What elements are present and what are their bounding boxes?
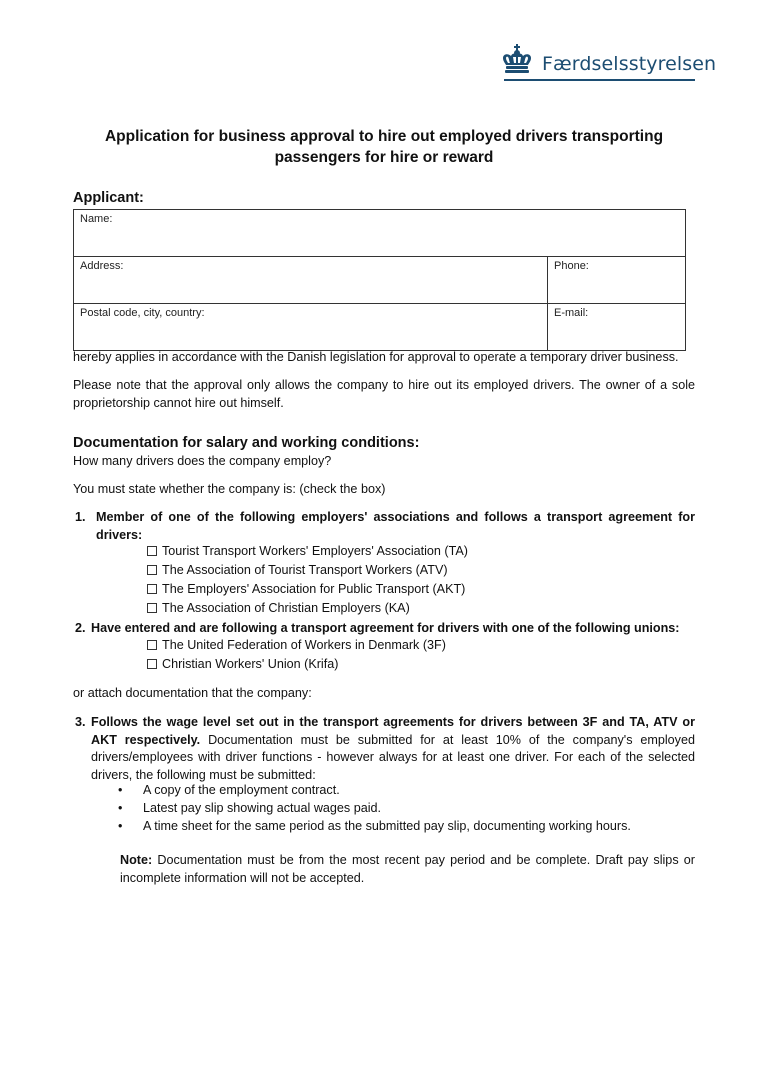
applicant-heading: Applicant: — [73, 190, 144, 206]
checkbox-krifa[interactable] — [147, 656, 338, 674]
approval-note: Please note that the approval only allows the company to hire out its employed drivers. The owner of a sole proprietorship cannot hire out himself. — [73, 378, 695, 410]
bullet-icon: • — [118, 801, 123, 815]
logo-underline — [504, 79, 695, 81]
checkbox-atv[interactable] — [147, 562, 448, 580]
checkbox-icon[interactable] — [147, 546, 157, 556]
checkbox-ka[interactable] — [147, 600, 410, 618]
postal-field[interactable] — [74, 304, 548, 351]
brand-name: Færdselsstyrelsen — [542, 53, 717, 75]
email-field[interactable] — [548, 304, 686, 351]
address-field[interactable] — [74, 257, 548, 304]
documentation-note — [120, 852, 695, 887]
agency-logo — [500, 44, 717, 84]
item-number: 2. — [75, 621, 86, 635]
document-page: Færdselsstyrelsen Application for business approval to hire out employed drivers transporting passengers for hire or reward Applicant: Name: Address: Phone: Postal code, city, country: E-mail: hereby applies in accordance with the Danish legislation for approval to operate a temporary driver business. Please note that the approval only allows the company to hire out its employed drivers. The owner of a sole proprietorship cannot hire out himself. Documentation for salary and working conditions: How many drivers does the company employ? You must state whether the company is: (check the box) 1. Member of one of the following employers' associations and follows a transport agreement for drivers: Tourist Transport Workers' Employers' Association (TA) The Association of Tourist Transport Workers (ATV) The Employers' Association for Public Transport (AKT) The Association of Christian Employers (KA) 2. Have entered and are following a transport agreement for drivers with one of the following unions: The United Federation of Workers in Denmark (3F) Christian Workers' Union (Krifa) or attach documentation that the company: 3. Follows the wage level set out in the transport agreements for drivers between 3F and TA, ATV or AKT respectively. Documentation must be submitted for at least 10% of the company's employed drivers/employees with driver functions - however always for at least one driver. For each of the selected drivers, the following must be submitted: • A copy of the employment contract. • Latest pay slip showing actual wages paid. • A time sheet for the same period as the submitted pay slip, documenting working hours. Note: Documentation must be from the most recent pay period and be complete. Draft pay slips or incomplete information will not be accepted. — [0, 0, 768, 1090]
phone-field[interactable] — [548, 257, 686, 304]
checkbox-label: Christian Workers' Union (Krifa) — [162, 657, 339, 671]
phone-label: Phone: — [554, 260, 589, 272]
checkbox-label: The United Federation of Workers in Denmark (3F) — [162, 638, 446, 652]
numbered-item-1 — [75, 509, 695, 544]
name-field[interactable] — [74, 210, 686, 257]
note-label: Note: — [120, 853, 153, 867]
state-instruction: You must state whether the company is: (check the box) — [73, 482, 386, 496]
item-text: Documentation must be submitted for at least 10% of the company's employed drivers/employees with driver functions - however always for at least one driver. For each of the selected drivers, the following must be submitted: — [91, 732, 695, 782]
note-text: Documentation must be from the most recent pay period and be complete. Draft pay slips or incomplete information will not be accepted. — [120, 853, 695, 885]
numbered-item-3 — [75, 714, 695, 784]
checkbox-label: The Association of Christian Employers (KA) — [162, 601, 410, 615]
hereby-statement: hereby applies in accordance with the Danish legislation for approval to operate a temporary driver business. — [73, 350, 679, 364]
item-text: Have entered and are following a transport agreement for drivers with one of the following unions: — [91, 621, 680, 635]
checkbox-icon[interactable] — [147, 659, 157, 669]
name-label: Name: — [80, 213, 113, 225]
checkbox-icon[interactable] — [147, 640, 157, 650]
document-title: Application for business approval to hire out employed drivers transporting passengers for hire or reward — [104, 128, 664, 166]
bullet-icon: • — [118, 819, 123, 833]
checkbox-label: Tourist Transport Workers' Employers' Association (TA) — [162, 544, 468, 558]
numbered-item-2 — [75, 620, 695, 638]
applicant-table — [73, 209, 686, 351]
checkbox-label: The Association of Tourist Transport Workers (ATV) — [162, 563, 448, 577]
checkbox-label: The Employers' Association for Public Transport (AKT) — [162, 582, 466, 596]
documentation-heading: Documentation for salary and working conditions: — [73, 435, 420, 451]
bullet-icon: • — [118, 783, 123, 797]
email-label: E-mail: — [554, 307, 589, 319]
or-attach-text: or attach documentation that the company: — [73, 686, 312, 700]
postal-label: Postal code, city, country: — [80, 307, 205, 319]
item-bold-text: Follows the wage level set out in the transport agreements for drivers between 3F and TA, ATV or AKT respectively. — [91, 715, 695, 747]
item-text: Member of one of the following employers' associations and follows a transport agreement for drivers: — [96, 510, 695, 542]
crown-icon — [500, 44, 534, 76]
item-number: 1. — [75, 510, 86, 524]
checkbox-icon[interactable] — [147, 584, 157, 594]
drivers-count-question: How many drivers does the company employ? — [73, 454, 332, 468]
checkbox-3f[interactable] — [147, 637, 446, 655]
checkbox-akt[interactable] — [147, 581, 465, 599]
checkbox-icon[interactable] — [147, 565, 157, 575]
checkbox-ta[interactable] — [147, 543, 468, 561]
address-label: Address: — [80, 260, 124, 272]
item-number: 3. — [75, 715, 86, 729]
checkbox-icon[interactable] — [147, 603, 157, 613]
